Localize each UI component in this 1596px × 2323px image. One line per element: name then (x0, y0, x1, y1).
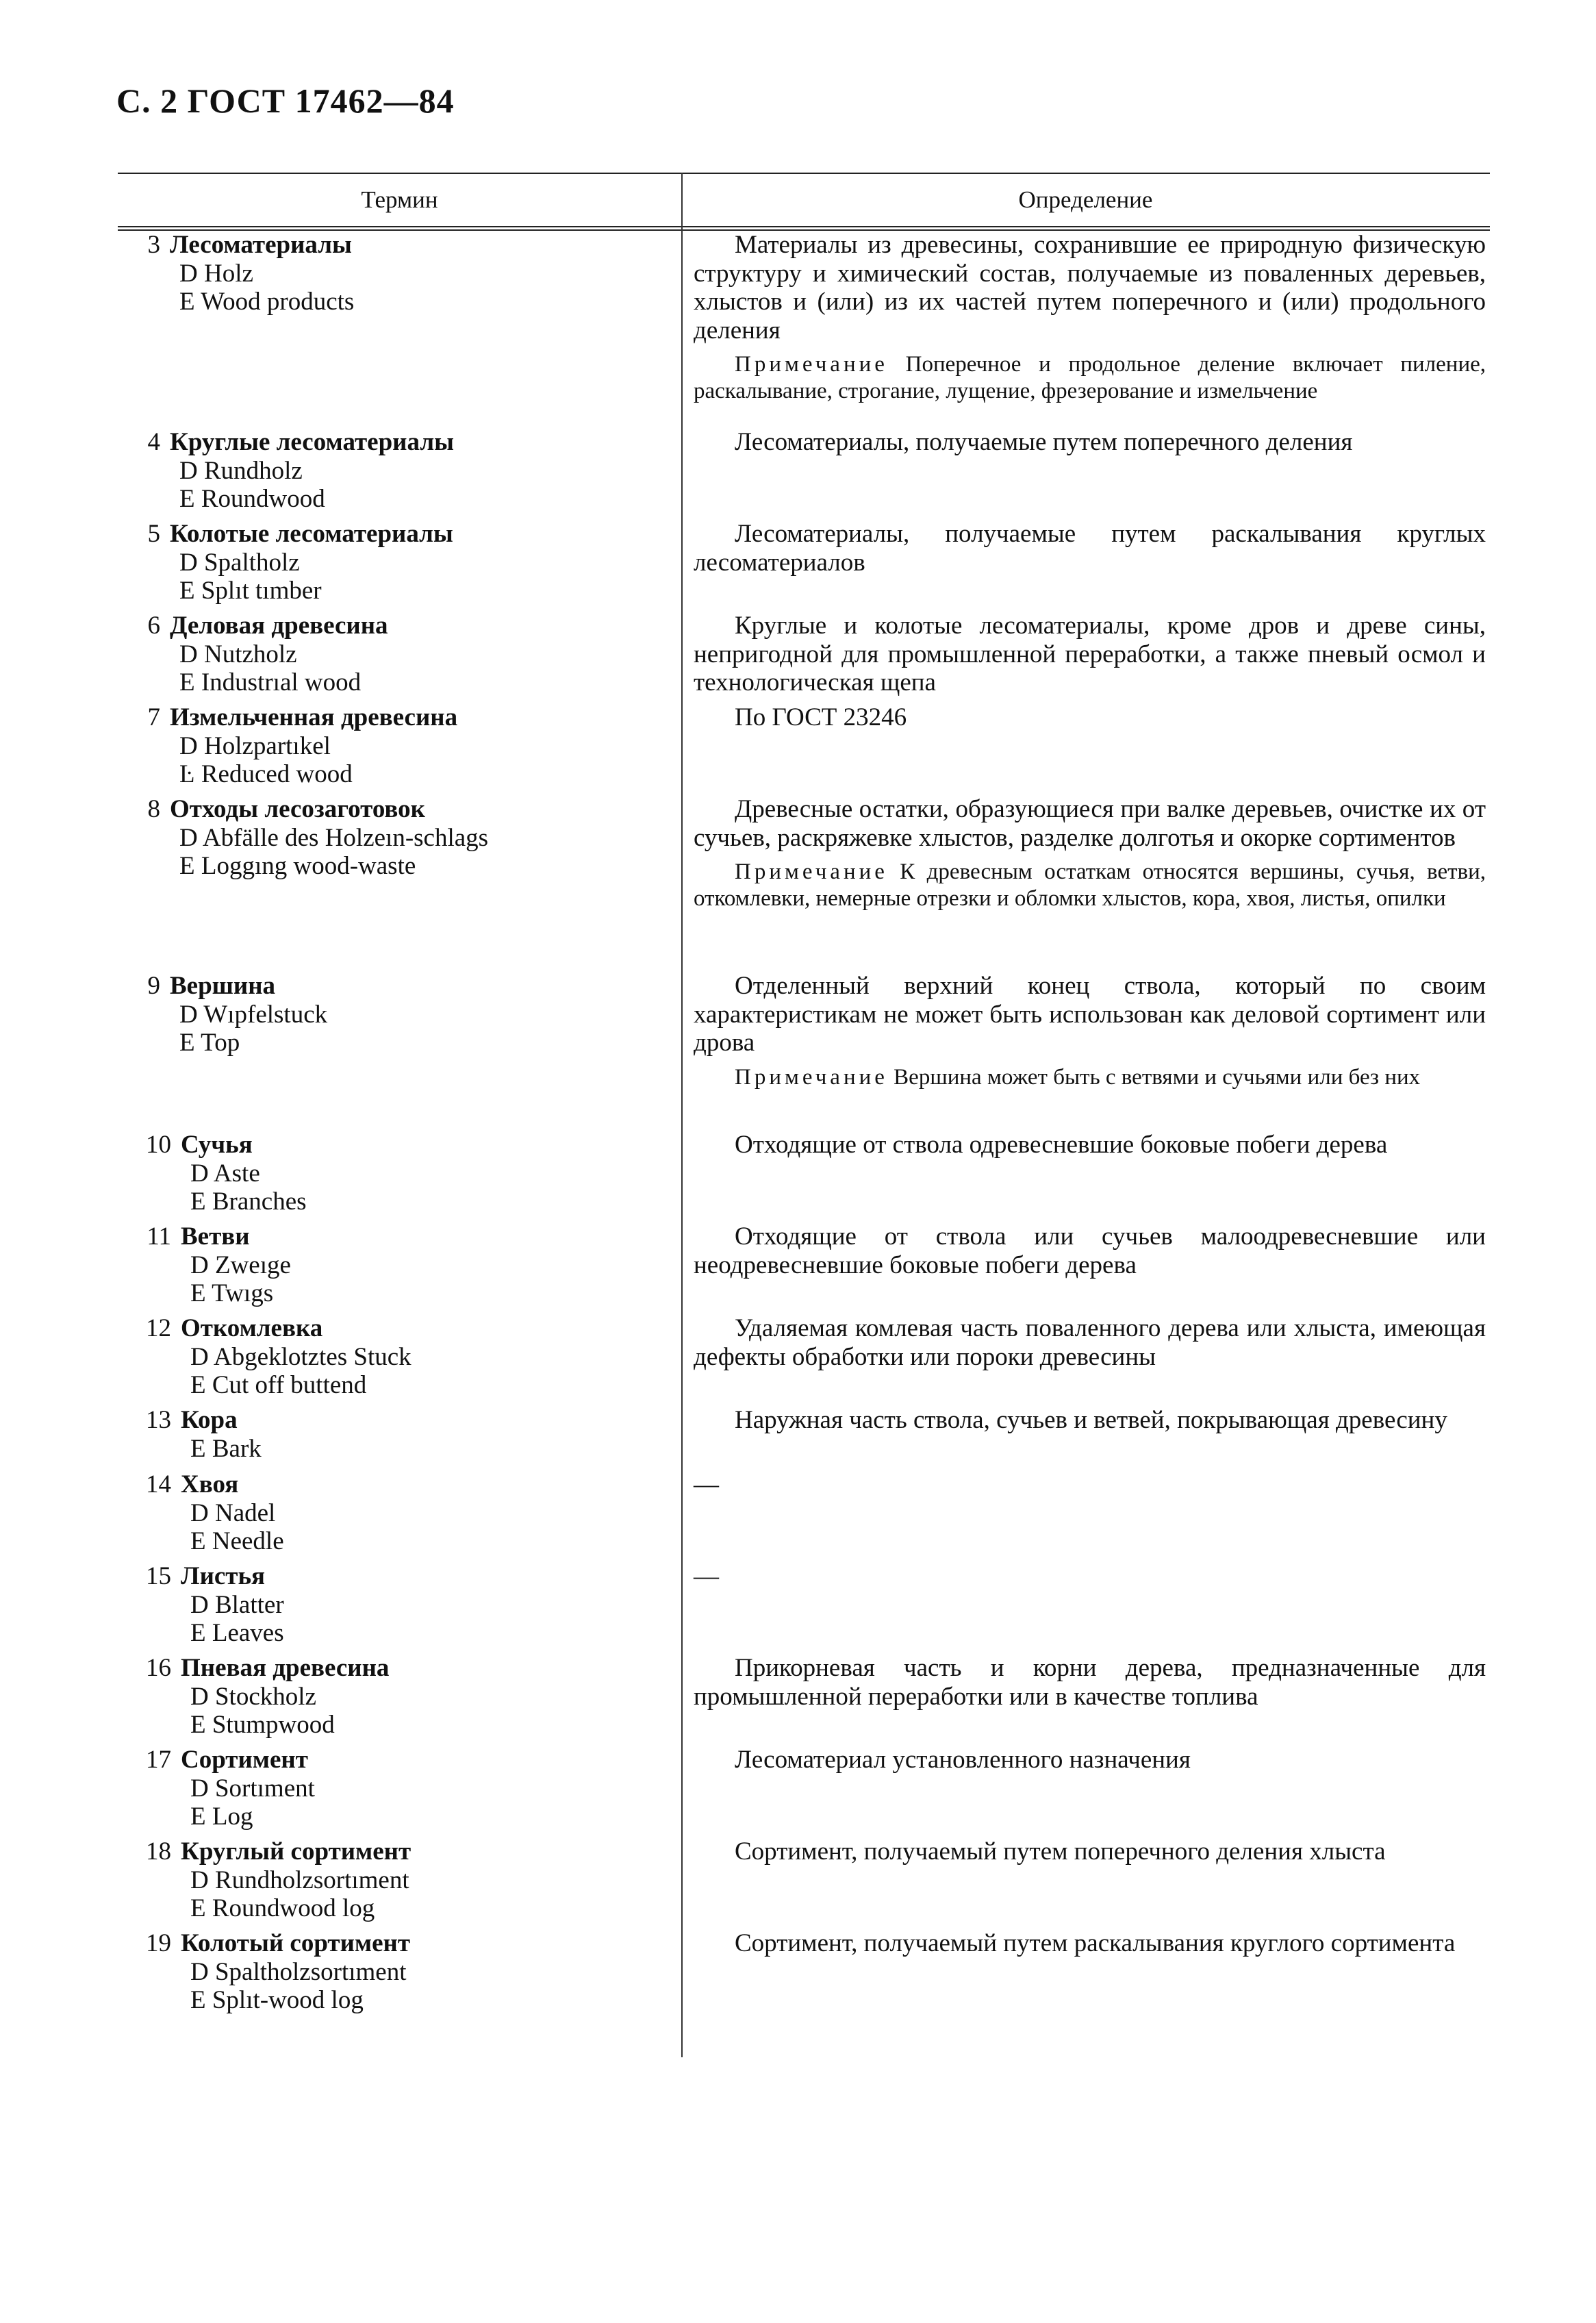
term-german: D Holzpartıkel (179, 731, 331, 760)
term-russian: Колотый сортимент (181, 1929, 411, 1957)
definition-text: Лесоматериалы, получаемые путем поперечного деления (735, 428, 1353, 456)
term-german: D Aste (190, 1159, 260, 1188)
term-german: D Wıpfelstuck (179, 1000, 328, 1029)
definition-cell (681, 795, 1490, 972)
table-body (118, 231, 1490, 2021)
term-russian: Круглые лесоматериалы (170, 428, 454, 456)
definition-cell (681, 1406, 1490, 1470)
term-english: E Twıgs (190, 1279, 274, 1307)
term-cell (118, 231, 681, 428)
term-german: D Zweıge (190, 1251, 291, 1279)
table-row (118, 1562, 1490, 1654)
term-number: 3 (147, 231, 160, 259)
term-english: E Loggıng wood-waste (179, 852, 416, 880)
definition-cell (681, 231, 1490, 428)
term-cell (118, 1654, 681, 1746)
term-number: 13 (146, 1406, 171, 1434)
term-russian: Листья (181, 1562, 266, 1590)
term-number: 17 (146, 1746, 171, 1774)
table-header (118, 174, 1490, 226)
definition-cell (681, 1131, 1490, 1222)
definition-cell (681, 1654, 1490, 1746)
term-cell (118, 1314, 681, 1406)
term-english: E Roundwood (179, 485, 325, 513)
definition-text: Отходящие от ствола или сучьев малоодревесневшие или неодревесневшие боковые побеги дерева (694, 1222, 1486, 1279)
term-german: D Stockholz (190, 1682, 316, 1711)
column-header-term: Термин (361, 186, 438, 213)
term-number: 14 (146, 1470, 171, 1498)
term-german: D Rundholzsortıment (190, 1866, 409, 1894)
term-russian: Вершина (170, 972, 276, 1000)
term-number: 7 (147, 703, 160, 731)
term-russian: Колотые лесоматериалы (170, 520, 453, 548)
term-german: D Spaltholzsortıment (190, 1957, 407, 1986)
table-row (118, 1314, 1490, 1406)
definition-note (694, 1064, 1486, 1091)
term-english: E Log (190, 1803, 253, 1831)
term-german: D Abfälle des Holzeın-schlags (179, 823, 489, 852)
table-row (118, 1131, 1490, 1222)
note-label: Примечание (735, 1064, 888, 1090)
term-number: 5 (147, 520, 160, 548)
definition-cell (681, 520, 1490, 612)
term-russian: Лесоматериалы (170, 231, 352, 259)
definition-text: Прикорневая часть и корни дерева, предназначенные для промышленной переработки или в качестве топлива (694, 1654, 1486, 1711)
term-number: 9 (147, 972, 160, 1000)
definition-text: Отходящие от ствола одревесневшие боковые побеги дерева (735, 1131, 1388, 1159)
definition-text: По ГОСТ 23246 (735, 703, 907, 731)
term-cell (118, 1562, 681, 1654)
table-row (118, 520, 1490, 612)
term-english: Ŀ Reduced wood (179, 760, 353, 788)
term-english: E Top (179, 1029, 240, 1057)
table-row (118, 1470, 1490, 1562)
term-russian: Круглый сортимент (181, 1837, 411, 1866)
term-cell (118, 612, 681, 703)
page-header: С. 2 ГОСТ 17462—84 (116, 81, 455, 120)
term-cell (118, 1837, 681, 1929)
table-row (118, 972, 1490, 1131)
terms-table (118, 173, 1490, 2021)
definition-text: Круглые и колотые лесоматериалы, кроме дров и древе сины, непригодной для промышленной переработки, а также пневый осмол и технологическая щепа (694, 612, 1486, 696)
table-row (118, 231, 1490, 428)
term-english: E Branches (190, 1188, 307, 1216)
term-cell (118, 428, 681, 520)
definition-text: Отделенный верхний конец ствола, который по своим характеристикам не может быть использован как деловой сортимент или дрова (694, 972, 1486, 1057)
term-russian: Сучья (181, 1131, 253, 1159)
table-row (118, 703, 1490, 795)
term-german: D Nadel (190, 1498, 276, 1527)
column-divider (681, 173, 683, 2057)
definition-cell (681, 1929, 1490, 2021)
term-english: E Splıt-wood log (190, 1986, 364, 2014)
definition-cell (681, 703, 1490, 795)
term-german: D Rundholz (179, 456, 303, 485)
term-number: 4 (147, 428, 160, 456)
definition-dash: — (694, 1470, 719, 1498)
note-text: Поперечное и продольное деление включает пиление, раскалывание, строгание, лущение, фрезерование и измельчение (694, 352, 1486, 403)
table-row (118, 1746, 1490, 1837)
definition-note (694, 859, 1486, 912)
term-english: E Roundwood log (190, 1894, 375, 1922)
term-russian: Отходы лесозаготовок (170, 795, 425, 823)
table-row (118, 428, 1490, 520)
definition-text: Материалы из древесины, сохранившие ее природную физическую структуру и химический состав, получаемые из поваленных деревьев, хлыстов и (или) из их частей путем поперечного и (или) продольного деления (694, 231, 1486, 344)
term-cell (118, 1929, 681, 2021)
term-english: E Leaves (190, 1619, 284, 1647)
term-cell (118, 795, 681, 972)
definition-cell (681, 1222, 1490, 1314)
definition-cell (681, 428, 1490, 520)
table-header-rule (118, 226, 1490, 231)
term-cell (118, 520, 681, 612)
term-german: D Nutzholz (179, 640, 297, 668)
term-german: D Blatter (190, 1590, 284, 1619)
term-russian: Сортимент (181, 1746, 308, 1774)
note-label: Примечание (735, 352, 888, 377)
term-english: E Needle (190, 1527, 284, 1555)
term-russian: Откомлевка (181, 1314, 323, 1342)
term-cell (118, 972, 681, 1131)
term-english: E Bark (190, 1434, 262, 1463)
table-row (118, 795, 1490, 972)
term-russian: Ветви (181, 1222, 250, 1251)
definition-cell (681, 1314, 1490, 1406)
term-german: D Spaltholz (179, 548, 300, 577)
definition-note (694, 351, 1486, 405)
definition-text: Древесные остатки, образующиеся при валке деревьев, очистке их от сучьев, раскряжевке хлыстов, разделке долготья и окорке сортиментов (694, 795, 1486, 852)
term-number: 15 (146, 1562, 171, 1590)
note-text: Вершина может быть с ветвями и сучьями или без них (894, 1064, 1421, 1090)
term-number: 18 (146, 1837, 171, 1866)
term-number: 10 (146, 1131, 171, 1159)
table-row (118, 612, 1490, 703)
definition-text: Наружная часть ствола, сучьев и ветвей, покрывающая древесину (735, 1406, 1447, 1434)
table-row (118, 1929, 1490, 2021)
term-number: 12 (146, 1314, 171, 1342)
definition-cell (681, 1470, 1490, 1562)
term-german: D Sortıment (190, 1774, 315, 1803)
term-english: E Splıt tımber (179, 577, 322, 605)
table-row (118, 1654, 1490, 1746)
column-header-definition: Определение (1018, 186, 1153, 213)
term-german: D Abgeklotztes Stuck (190, 1342, 411, 1371)
note-text: К древесным остаткам относятся вершины, сучья, ветви, откомлевки, немерные отрезки и обломки хлыстов, кора, хвоя, листья, опилки (694, 859, 1486, 911)
definition-cell (681, 1562, 1490, 1654)
term-cell (118, 1222, 681, 1314)
definition-cell (681, 1746, 1490, 1837)
term-cell (118, 1746, 681, 1837)
term-number: 8 (147, 795, 160, 823)
note-label: Примечание (735, 859, 888, 884)
term-cell (118, 703, 681, 795)
definition-cell (681, 972, 1490, 1131)
term-german: D Holz (179, 259, 253, 288)
definition-text: Лесоматериал установленного назначения (735, 1746, 1191, 1774)
term-russian: Деловая древесина (170, 612, 388, 640)
definition-dash: — (694, 1562, 719, 1590)
term-russian: Кора (181, 1406, 238, 1434)
term-cell (118, 1470, 681, 1562)
definition-text: Лесоматериалы, получаемые путем раскалывания круглых лесоматериалов (694, 520, 1486, 577)
term-english: E Stumpwood (190, 1711, 335, 1739)
term-cell (118, 1406, 681, 1470)
term-number: 19 (146, 1929, 171, 1957)
table-row (118, 1222, 1490, 1314)
term-number: 11 (147, 1222, 171, 1251)
definition-text: Сортимент, получаемый путем раскалывания круглого сортимента (735, 1929, 1456, 1957)
term-english: E Wood products (179, 288, 355, 316)
definition-cell (681, 612, 1490, 703)
term-english: E Industrıal wood (179, 668, 362, 696)
definition-text: Удаляемая комлевая часть поваленного дерева или хлыста, имеющая дефекты обработки или пороки древесины (694, 1314, 1486, 1371)
term-number: 6 (147, 612, 160, 640)
term-cell (118, 1131, 681, 1222)
table-row (118, 1837, 1490, 1929)
term-russian: Хвоя (181, 1470, 239, 1498)
table-row (118, 1406, 1490, 1470)
definition-text: Сортимент, получаемый путем поперечного деления хлыста (735, 1837, 1386, 1866)
term-english: E Cut off buttend (190, 1371, 367, 1399)
definition-cell (681, 1837, 1490, 1929)
term-number: 16 (146, 1654, 171, 1682)
term-russian: Измельченная древесина (170, 703, 458, 731)
term-russian: Пневая древесина (181, 1654, 390, 1682)
